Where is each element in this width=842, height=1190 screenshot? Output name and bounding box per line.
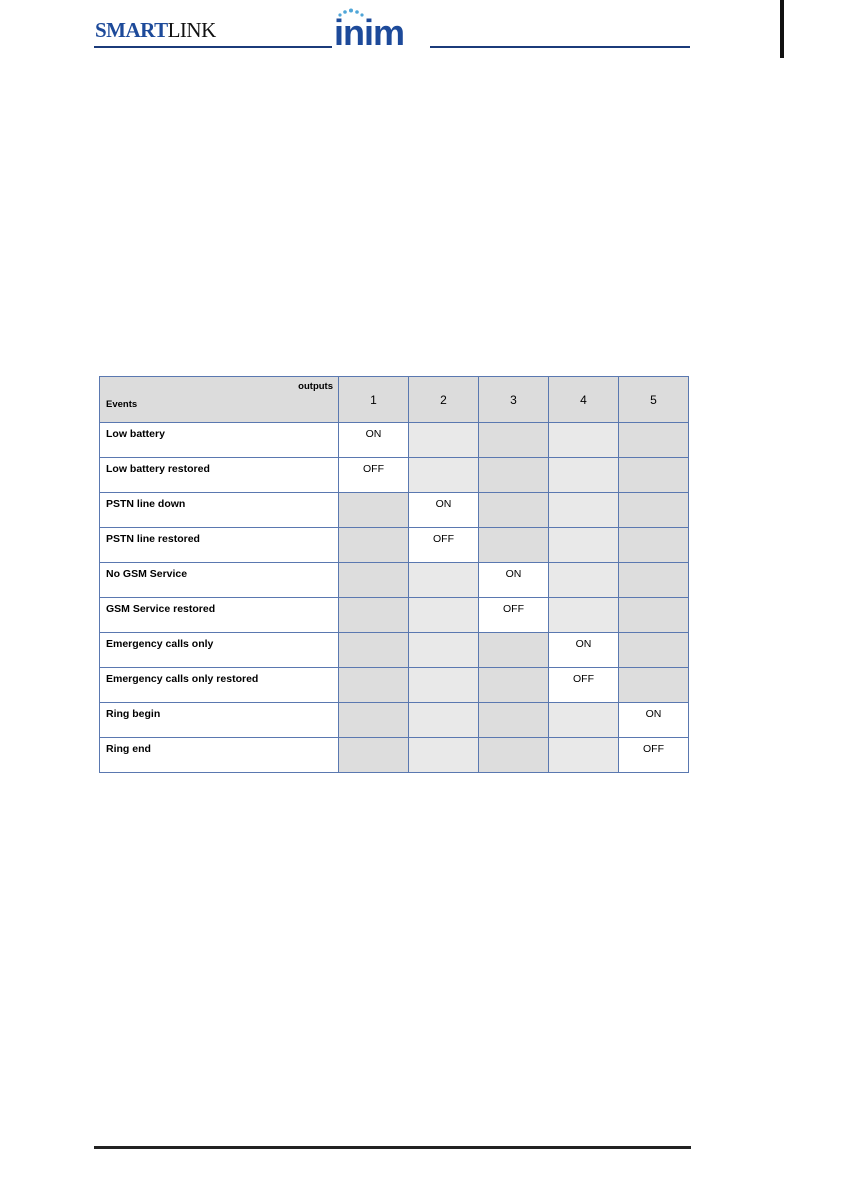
output-cell-1 <box>339 668 409 703</box>
output-cell-4 <box>549 458 619 493</box>
output-cell-5: ON <box>619 703 689 738</box>
output-cell-3 <box>479 668 549 703</box>
output-cell-1 <box>339 563 409 598</box>
output-cell-3 <box>479 703 549 738</box>
output-cell-3 <box>479 423 549 458</box>
table-row <box>100 668 689 703</box>
output-cell-2: ON <box>409 493 479 528</box>
output-cell-4 <box>549 423 619 458</box>
output-cell-3 <box>479 738 549 773</box>
output-cell-1: ON <box>339 423 409 458</box>
smartlink-logo <box>95 20 216 41</box>
output-cell-4 <box>549 528 619 563</box>
output-cell-4 <box>549 493 619 528</box>
output-cell-3 <box>479 493 549 528</box>
output-cell-3 <box>479 528 549 563</box>
events-label: Events <box>106 399 138 410</box>
output-cell-3: OFF <box>479 598 549 633</box>
output-cell-5 <box>619 528 689 563</box>
table-row <box>100 633 689 668</box>
output-cell-2: OFF <box>409 528 479 563</box>
inim-logo-graphic <box>332 8 430 48</box>
event-label: PSTN line down <box>100 493 339 528</box>
output-cell-4: OFF <box>549 668 619 703</box>
event-label: PSTN line restored <box>100 528 339 563</box>
table-row <box>100 703 689 738</box>
output-cell-5 <box>619 633 689 668</box>
output-cell-1 <box>339 633 409 668</box>
output-cell-2 <box>409 423 479 458</box>
output-cell-5 <box>619 598 689 633</box>
inim-logo-text: inim <box>334 12 405 48</box>
output-header-4: 4 <box>549 377 619 423</box>
table-body <box>100 423 689 773</box>
output-cell-2 <box>409 703 479 738</box>
event-label: No GSM Service <box>100 563 339 598</box>
table-corner-header <box>100 377 339 423</box>
smartlink-logo-smart: SMART <box>95 18 168 42</box>
output-cell-3 <box>479 458 549 493</box>
output-cell-1 <box>339 598 409 633</box>
output-header-3: 3 <box>479 377 549 423</box>
output-cell-2 <box>409 598 479 633</box>
output-header-1: 1 <box>339 377 409 423</box>
output-cell-5: OFF <box>619 738 689 773</box>
output-header-5: 5 <box>619 377 689 423</box>
output-cell-3: ON <box>479 563 549 598</box>
output-cell-1 <box>339 528 409 563</box>
event-label: GSM Service restored <box>100 598 339 633</box>
output-cell-3 <box>479 633 549 668</box>
output-cell-2 <box>409 563 479 598</box>
output-cell-4 <box>549 738 619 773</box>
table-row <box>100 458 689 493</box>
output-cell-2 <box>409 633 479 668</box>
output-cell-2 <box>409 668 479 703</box>
event-label: Ring begin <box>100 703 339 738</box>
output-cell-1 <box>339 703 409 738</box>
event-label: Low battery restored <box>100 458 339 493</box>
table-row <box>100 563 689 598</box>
output-cell-4 <box>549 703 619 738</box>
event-output-table-wrap <box>99 376 689 773</box>
table-row <box>100 528 689 563</box>
output-cell-4 <box>549 563 619 598</box>
table-header-row <box>100 377 689 423</box>
output-cell-1 <box>339 493 409 528</box>
output-cell-5 <box>619 493 689 528</box>
inim-logo <box>332 8 430 48</box>
outputs-label: outputs <box>298 381 333 392</box>
output-cell-4 <box>549 598 619 633</box>
table-row <box>100 598 689 633</box>
footer-rule <box>94 1146 691 1149</box>
output-cell-5 <box>619 668 689 703</box>
event-label: Low battery <box>100 423 339 458</box>
event-label: Emergency calls only <box>100 633 339 668</box>
event-label: Ring end <box>100 738 339 773</box>
event-label: Emergency calls only restored <box>100 668 339 703</box>
crop-mark <box>780 0 784 58</box>
output-cell-1: OFF <box>339 458 409 493</box>
output-cell-2 <box>409 738 479 773</box>
table-row <box>100 423 689 458</box>
table-row <box>100 493 689 528</box>
output-cell-1 <box>339 738 409 773</box>
output-cell-4: ON <box>549 633 619 668</box>
output-cell-2 <box>409 458 479 493</box>
output-cell-5 <box>619 423 689 458</box>
smartlink-logo-link: LINK <box>167 18 216 42</box>
output-header-2: 2 <box>409 377 479 423</box>
event-output-table <box>99 376 689 773</box>
table-row <box>100 738 689 773</box>
page-header <box>94 8 690 48</box>
output-cell-5 <box>619 458 689 493</box>
output-cell-5 <box>619 563 689 598</box>
